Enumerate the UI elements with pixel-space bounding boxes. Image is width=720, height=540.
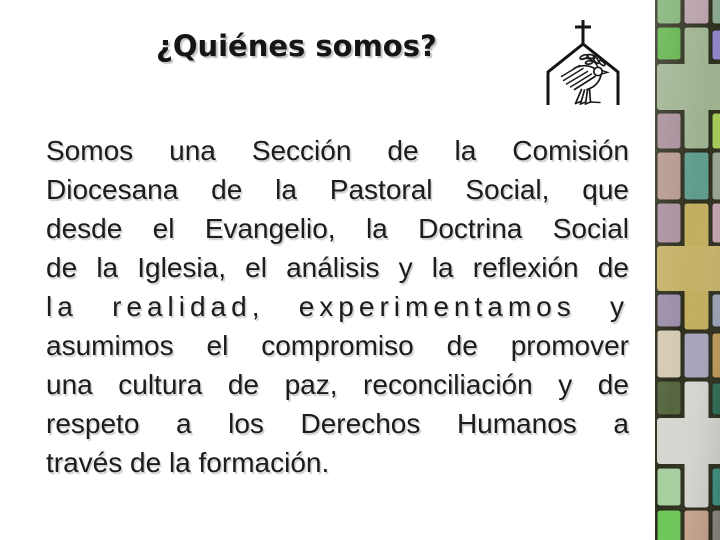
mosaic-border-decoration: [655, 0, 720, 540]
body-line: Somos una Sección de la Comisión: [46, 135, 629, 166]
church-dove-icon-svg: [546, 19, 620, 109]
body-line: través de la formación.: [46, 447, 330, 478]
body-line: desde el Evangelio, la Doctrina Social: [46, 213, 629, 244]
body-line: de la Iglesia, el análisis y la reflexión de: [46, 252, 629, 283]
dove-icon: [562, 54, 608, 104]
body-paragraph: [46, 131, 629, 482]
body-line: asumimos el compromiso de promover: [46, 330, 629, 361]
church-dove-icon: [546, 19, 620, 109]
body-line: una cultura de paz, reconciliación y de: [46, 369, 629, 400]
slide-title: ¿Quiénes somos?: [156, 29, 437, 63]
body-line: la realidad, experimentamos y: [46, 291, 629, 322]
mosaic-border-svg: [655, 0, 720, 540]
body-line: respeto a los Derechos Humanos a: [46, 408, 629, 439]
body-line: Diocesana de la Pastoral Social, que: [46, 174, 629, 205]
